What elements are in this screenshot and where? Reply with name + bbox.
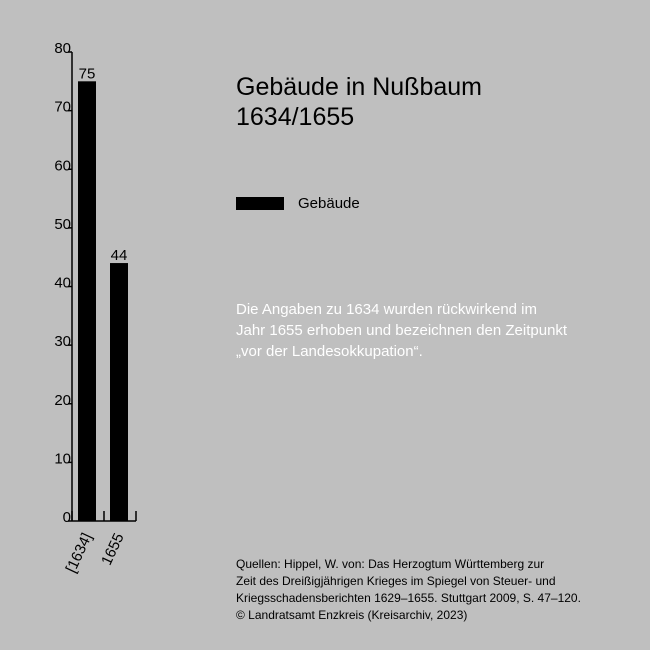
y-tick-label: 0 — [62, 509, 71, 526]
note-line-3: „vor der Landesokkupation“. — [236, 343, 423, 360]
chart-title — [236, 72, 482, 132]
y-tick-label: 20 — [54, 391, 71, 409]
x-category-label: 1655 — [98, 530, 128, 568]
y-tick-label: 40 — [54, 274, 71, 292]
source-line-3: Kriegsschadensberichten 1629–1655. Stuttgart 2009, S. 47–120. — [236, 591, 581, 605]
note-line-1: Die Angaben zu 1634 wurden rückwirkend im — [236, 301, 538, 318]
y-tick-label: 10 — [54, 450, 71, 468]
source-line-4: © Landratsamt Enzkreis (Kreisarchiv, 2023) — [236, 608, 468, 622]
legend-label: Gebäude — [298, 195, 360, 212]
chart-title-line-1: Gebäude in Nußbaum — [236, 73, 482, 101]
bar — [110, 263, 128, 521]
y-tick-label: 70 — [54, 98, 71, 116]
sources-note — [236, 556, 636, 624]
legend-swatch — [236, 197, 284, 210]
chart-title-line-2: 1634/1655 — [236, 103, 355, 131]
x-category-label: [1634] — [62, 530, 96, 576]
source-line-1: Quellen: Hippel, W. von: Das Herzogtum Württemberg zur — [236, 557, 545, 571]
y-tick-label: 60 — [54, 157, 71, 175]
legend — [236, 195, 360, 212]
data-label: 75 — [78, 65, 96, 83]
data-label: 44 — [110, 247, 128, 265]
bar — [78, 81, 96, 521]
note-line-2: Jahr 1655 erhoben und bezeichnen den Zeitpunkt — [236, 322, 568, 339]
source-line-2: Zeit des Dreißigjährigen Krieges im Spiegel von Steuer- und — [236, 574, 556, 588]
y-tick-label: 30 — [54, 333, 71, 351]
y-tick-label: 50 — [54, 215, 71, 233]
chart-note — [236, 299, 626, 362]
y-tick-label: 80 — [54, 40, 71, 57]
